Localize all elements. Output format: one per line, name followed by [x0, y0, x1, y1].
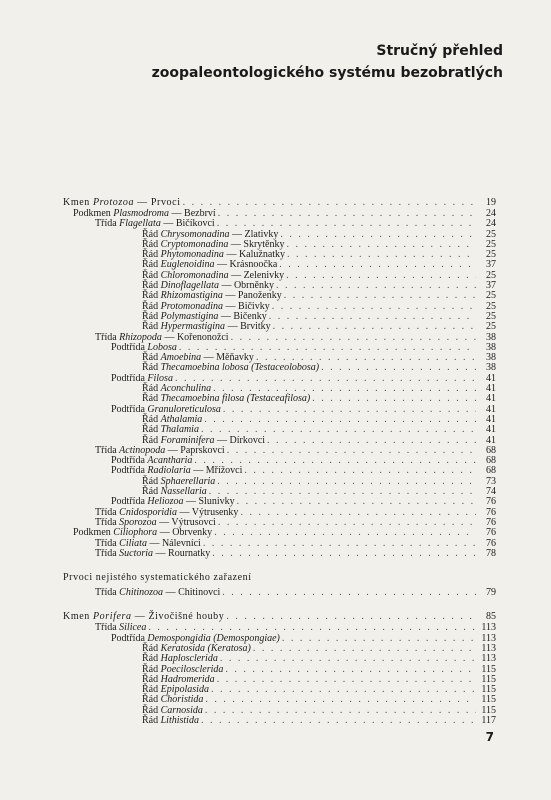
page-heading: [152, 40, 503, 84]
toc-entry[interactable]: [63, 343, 496, 353]
toc-entry-page-number: 38: [486, 331, 496, 343]
toc-entry-latin-name: Sporozoa: [119, 516, 157, 528]
toc-entry[interactable]: [63, 312, 496, 322]
toc-entry-page-number: 76: [486, 496, 496, 508]
toc-entry-rank: Řád: [142, 383, 161, 395]
toc-entry-czech-name: — Měňavky: [201, 352, 254, 364]
dot-leader: [212, 549, 476, 559]
toc-entry-latin-name: Rhizomastigina: [160, 290, 223, 302]
dot-leader: [205, 706, 476, 716]
toc-entry-czech-name: — Kořenonožci: [161, 331, 229, 343]
toc-entry-rank: Řád: [142, 653, 161, 665]
toc-entry-latin-name: Acantharia: [147, 455, 193, 467]
toc-entry-rank: Kmen: [63, 611, 93, 623]
dot-leader: [272, 302, 476, 312]
toc-entry-page-number: 113: [481, 653, 496, 665]
toc-entry-page-number: 117: [481, 715, 496, 727]
toc-entry-czech-name: — Dírkovci: [214, 434, 266, 446]
toc-entry-page-number: 25: [486, 249, 496, 261]
dot-leader: [218, 209, 476, 219]
toc-entry-page-number: 68: [486, 444, 496, 456]
toc-entry-rank: Řád: [142, 673, 161, 685]
toc-entry-rank: Podtřída: [111, 455, 148, 467]
toc-entry-rank: Třída: [95, 587, 120, 599]
toc-entry-page-number: 24: [486, 218, 496, 230]
toc-entry-rank: Třída: [95, 622, 120, 634]
toc-entry-page-number: 19: [486, 197, 496, 208]
dot-leader: [287, 250, 476, 260]
toc-entry[interactable]: [63, 466, 496, 476]
toc-entry-latin-name: Plasmodroma: [113, 208, 170, 219]
toc-entry-czech-name: — Obrněnky: [218, 280, 274, 292]
toc-entry-page-number: 38: [486, 362, 496, 374]
toc-entry-latin-name: Hadromerida: [160, 673, 215, 685]
toc-entry-page-number: 25: [486, 321, 496, 333]
dot-leader: [225, 665, 476, 675]
toc-entry-rank: Třída: [95, 516, 120, 528]
toc-entry-latin-name: Protomonadina: [160, 300, 224, 312]
toc-entry-latin-name: Filosa: [147, 372, 173, 384]
toc-entry-rank: Řád: [142, 434, 161, 446]
toc-entry-latin-name: Porifera: [92, 611, 132, 623]
toc-entry-page-number: 68: [486, 465, 496, 477]
toc-entry-czech-name: — Nálevníci: [146, 537, 201, 549]
dot-leader: [282, 634, 476, 644]
section-gap: [63, 598, 496, 610]
toc-entry-page-number: 25: [486, 238, 496, 250]
toc-entry-latin-name: Ciliophora: [113, 527, 158, 539]
toc-entry-rank: Podtřída: [111, 496, 148, 508]
toc-entry-rank: Třída: [95, 444, 120, 456]
toc-entry-rank: Podkmen: [73, 527, 114, 539]
toc-entry[interactable]: [63, 549, 496, 559]
toc-entry-latin-name: Choristida: [160, 694, 204, 706]
dot-leader: [204, 415, 476, 425]
dot-leader: [284, 291, 476, 301]
toc-entry-page-number: 79: [486, 587, 496, 599]
toc-entry-page-number: 73: [486, 475, 496, 487]
toc-entry-latin-name: Chrysomonadina: [160, 228, 230, 240]
toc-entry-rank: Řád: [142, 269, 161, 281]
toc-entry[interactable]: [63, 695, 496, 705]
toc-entry-page-number: 115: [481, 694, 496, 706]
toc-entry-page-number: 113: [481, 622, 496, 634]
toc-entry-latin-name: Carnosida: [160, 704, 203, 716]
toc-entry-latin-name: Actinopoda: [119, 444, 166, 456]
toc-entry-rank: Řád: [142, 486, 161, 498]
toc-entry-latin-name: Silicea: [119, 622, 147, 634]
toc-entry-rank: Řád: [142, 663, 161, 675]
toc-entry-rank: Řád: [142, 321, 161, 333]
toc-entry-page-number: 41: [486, 413, 496, 425]
dot-leader: [269, 312, 476, 322]
toc-entry-latin-name: Amoebina: [160, 352, 202, 364]
toc-entry-czech-name: — Krásnoočka: [214, 259, 278, 271]
toc-entry-page-number: 25: [486, 269, 496, 281]
toc-entry-page-number: 85: [486, 611, 496, 623]
toc-entry-page-number: 76: [486, 527, 496, 539]
dot-leader: [227, 446, 476, 456]
toc-entry-page-number: 37: [486, 280, 496, 292]
toc-entry-page-number: 25: [486, 228, 496, 240]
toc-entry-latin-name: Thecamoebina lobosa (Testaceolobosa): [160, 362, 320, 374]
toc-entry-rank: Podtřída: [111, 372, 148, 384]
dot-leader: [321, 363, 476, 373]
toc-entry-page-number: 115: [481, 684, 496, 696]
toc-entry[interactable]: [63, 405, 496, 415]
toc-entry-rank: Podtřída: [111, 403, 148, 415]
dot-leader: [312, 394, 476, 404]
toc-entry-czech-name: — Bezbrví: [169, 208, 216, 219]
toc-entry-page-number: 38: [486, 352, 496, 364]
toc-entry[interactable]: [63, 654, 496, 664]
toc-entry-rank: Třída: [95, 218, 120, 230]
toc-entry-latin-name: Lobosa: [147, 341, 177, 353]
toc-entry-czech-name: — Chitinovci: [163, 587, 221, 599]
toc-entry-latin-name: Sphaerellaria: [160, 475, 216, 487]
dot-leader: [203, 539, 476, 549]
toc-entry-page-number: 115: [481, 704, 496, 716]
toc-entry-latin-name: Keratosida (Keratosa): [160, 642, 251, 654]
toc-entry-page-number: 41: [486, 393, 496, 405]
dot-leader: [211, 685, 476, 695]
toc-entry-czech-name: — Bičivky: [223, 300, 270, 312]
dot-leader: [175, 374, 476, 384]
toc-entry[interactable]: [63, 415, 496, 425]
toc-entry-label: [142, 716, 199, 726]
toc-entry-czech-name: — Obrvenky: [157, 527, 213, 539]
toc-entry-latin-name: Euglenoidina: [160, 259, 215, 271]
dot-leader: [220, 654, 476, 664]
dot-leader: [273, 322, 476, 332]
toc-entry-page-number: 41: [486, 434, 496, 446]
toc-entry-label: [95, 549, 210, 559]
dot-leader: [244, 466, 476, 476]
toc-entry-rank: Řád: [142, 475, 161, 487]
toc-entry-latin-name: Chitinozoa: [119, 587, 164, 599]
toc-entry-rank: Třída: [95, 547, 120, 559]
toc-entry-latin-name: Granuloreticulosa: [147, 403, 221, 415]
toc-entry-label: [95, 588, 220, 598]
toc-entry-latin-name: Heliozoa: [147, 496, 184, 508]
toc-entry-latin-name: Dinoflagellata: [160, 280, 219, 292]
toc-entry-czech-name: — Panoženky: [222, 290, 282, 302]
toc-entry-latin-name: Chloromonadina: [160, 269, 229, 281]
dot-leader: [214, 528, 476, 538]
toc-entry[interactable]: [63, 634, 496, 644]
toc-entry-latin-name: Flagellata: [119, 218, 161, 230]
toc-entry-page-number: 38: [486, 341, 496, 353]
toc-entry-rank: Řád: [142, 228, 161, 240]
dot-leader: [217, 477, 476, 487]
toc-entry-page-number: 115: [481, 673, 496, 685]
dot-leader: [240, 508, 476, 518]
toc-entry-czech-name: — Kalužnatky: [223, 249, 286, 261]
dot-leader: [267, 436, 476, 446]
toc-entry-rank: Řád: [142, 393, 161, 405]
toc-entry-page-number: 76: [486, 537, 496, 549]
toc-entry-rank: Řád: [142, 280, 161, 292]
toc-entry[interactable]: [63, 675, 496, 685]
dot-leader: [286, 271, 476, 281]
toc-entry-page-number: 115: [481, 663, 496, 675]
dot-leader: [279, 260, 476, 270]
toc-entry[interactable]: [63, 250, 496, 260]
toc-entry-rank: Třída: [95, 537, 120, 549]
toc-entry[interactable]: [63, 685, 496, 695]
toc-entry-page-number: 41: [486, 424, 496, 436]
table-of-contents: [63, 196, 496, 726]
dot-leader: [223, 405, 476, 415]
toc-entry-page-number: 113: [481, 632, 496, 644]
toc-entry-page-number: 41: [486, 403, 496, 415]
toc-entry-page-number: 78: [486, 547, 496, 559]
toc-entry-rank: Řád: [142, 310, 161, 322]
toc-entry-page-number: 74: [486, 486, 496, 498]
toc-entry-latin-name: Aconchulina: [160, 383, 212, 395]
toc-entry-latin-name: Thalamia: [160, 424, 199, 436]
toc-entry-czech-name: — Prvoci: [134, 197, 181, 208]
toc-entry[interactable]: [63, 291, 496, 301]
toc-entry[interactable]: [63, 425, 496, 435]
toc-entry-page-number: 68: [486, 455, 496, 467]
toc-entry-czech-name: — Zelenivky: [228, 269, 285, 281]
toc-entry-rank: Třída: [95, 331, 120, 343]
toc-entry-czech-name: — Bičenky: [218, 310, 267, 322]
toc-entry-latin-name: Poecilosclerida: [160, 663, 224, 675]
toc-entry-czech-name: — Skrytěnky: [228, 238, 285, 250]
toc-entry-latin-name: Hypermastigina: [160, 321, 226, 333]
toc-entry-czech-name: — Výtrusenky: [176, 506, 239, 518]
toc-entry-latin-name: Haplosclerida: [160, 653, 218, 665]
toc-entry-rank: Řád: [142, 352, 161, 364]
dot-leader: [253, 644, 476, 654]
toc-entry-rank: Řád: [142, 715, 161, 727]
toc-entry-latin-name: Protozoa: [92, 197, 135, 208]
toc-entry-czech-name: — Živočišné houby: [131, 611, 225, 623]
toc-entry-page-number: 37: [486, 259, 496, 271]
dot-leader: [280, 230, 476, 240]
toc-entry-rank: Řád: [142, 249, 161, 261]
page-number: 7: [485, 730, 494, 744]
toc-entry-rank: Podtřída: [111, 632, 148, 644]
toc-entry-rank: Řád: [142, 424, 161, 436]
toc-entry-latin-name: Nassellaria: [160, 486, 207, 498]
toc-entry-latin-name: Radiolaria: [147, 465, 191, 477]
toc-entry[interactable]: [63, 374, 496, 384]
toc-entry-czech-name: — Bičíkovci: [160, 218, 215, 230]
toc-entry-page-number: 76: [486, 516, 496, 528]
toc-entry-page-number: 41: [486, 383, 496, 395]
toc-entry[interactable]: [63, 665, 496, 675]
toc-entry-rank: Podtřída: [111, 465, 148, 477]
dot-leader: [209, 487, 476, 497]
dot-leader: [218, 518, 476, 528]
toc-entry-rank: Řád: [142, 704, 161, 716]
toc-entry-rank: Řád: [142, 694, 161, 706]
toc-entry-rank: Řád: [142, 362, 161, 374]
dot-leader: [237, 497, 476, 507]
toc-entry-czech-name: — Slunivky: [183, 496, 235, 508]
toc-entry-page-number: 41: [486, 372, 496, 384]
toc-entry-rank: Řád: [142, 684, 161, 696]
heading-line-1: Stručný přehled: [376, 43, 503, 59]
toc-entry-page-number: 76: [486, 506, 496, 518]
dot-leader: [201, 716, 476, 726]
toc-entry[interactable]: [63, 716, 496, 726]
toc-entry-rank: Podtřída: [111, 341, 148, 353]
toc-entry-latin-name: Suctoria: [119, 547, 154, 559]
toc-entry-czech-name: — Výtrusovci: [156, 516, 216, 528]
toc-entry-czech-name: — Mřížovci: [190, 465, 243, 477]
dot-leader: [226, 610, 476, 623]
toc-entry-latin-name: Demospongidia (Demospongiae): [147, 632, 280, 644]
toc-entry-rank: Řád: [142, 413, 161, 425]
toc-entry[interactable]: [63, 271, 496, 281]
toc-entry-rank: Řád: [142, 642, 161, 654]
toc-entry-latin-name: Athalamia: [160, 413, 203, 425]
toc-entry-page-number: 25: [486, 290, 496, 302]
dot-leader: [287, 240, 477, 250]
toc-entry-latin-name: Polymastigina: [160, 310, 219, 322]
toc-entry-page-number: 24: [486, 208, 496, 219]
toc-entry[interactable]: [63, 219, 496, 229]
toc-entry[interactable]: [63, 302, 496, 312]
toc-entry-rank: Kmen: [63, 197, 93, 208]
section-title: Prvoci nejistého systematického zařazení: [63, 572, 252, 584]
toc-entry-latin-name: Ciliata: [119, 537, 147, 549]
toc-entry[interactable]: [63, 477, 496, 487]
toc-entry-page-number: 113: [481, 642, 496, 654]
dot-leader: [231, 333, 476, 343]
toc-entry[interactable]: [63, 706, 496, 716]
toc-entry-page-number: 25: [486, 300, 496, 312]
toc-entry-latin-name: Lithistida: [160, 715, 199, 727]
heading-line-2: zoopaleontologického systému bezobratlých: [151, 65, 503, 81]
toc-entry-page-number: 25: [486, 310, 496, 322]
section-gap: [63, 559, 496, 571]
toc-entry-latin-name: Epipolasida: [160, 684, 209, 696]
toc-entry-rank: Řád: [142, 290, 161, 302]
toc-entry-latin-name: Cnidosporidia: [119, 506, 177, 518]
toc-entry-czech-name: — Brvitky: [225, 321, 271, 333]
toc-entry-rank: Podkmen: [73, 208, 114, 219]
toc-entry-latin-name: Thecamoebina filosa (Testaceafilosa): [160, 393, 311, 405]
toc-entry-czech-name: — Rournatky: [153, 547, 211, 559]
dot-leader: [183, 196, 476, 209]
dot-leader: [205, 695, 476, 705]
toc-entry-rank: Řád: [142, 238, 161, 250]
dot-leader: [276, 281, 476, 291]
toc-entry-rank: Třída: [95, 506, 120, 518]
toc-entry-rank: Řád: [142, 300, 161, 312]
toc-entry-latin-name: Cryptomonadina: [160, 238, 229, 250]
toc-entry[interactable]: [63, 588, 496, 598]
toc-entry-rank: Řád: [142, 259, 161, 271]
toc-entry-latin-name: Rhizopoda: [119, 331, 162, 343]
toc-entry-latin-name: Phytomonadina: [160, 249, 224, 261]
toc-entry-latin-name: Foraminifera: [160, 434, 215, 446]
dot-leader: [217, 675, 476, 685]
toc-entry-czech-name: — Paprskovci: [165, 444, 225, 456]
toc-entry[interactable]: [63, 644, 496, 654]
dot-leader: [222, 588, 476, 598]
toc-entry-czech-name: — Zlativky: [229, 228, 279, 240]
